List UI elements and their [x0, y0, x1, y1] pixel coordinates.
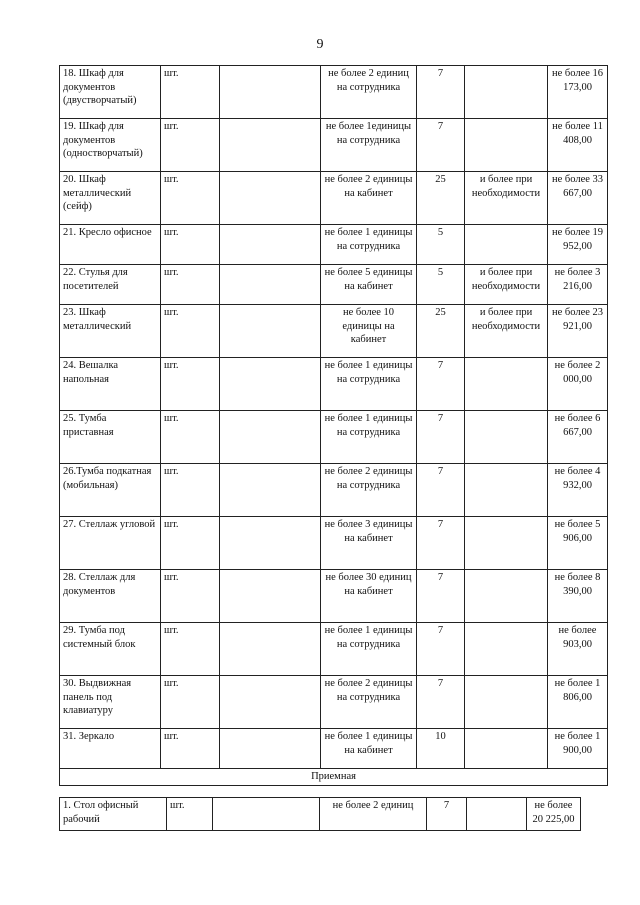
item-unit: шт. — [161, 411, 220, 464]
item-blank — [220, 66, 321, 119]
reception-table — [59, 797, 581, 831]
item-blank — [220, 464, 321, 517]
item-qty: 7 — [417, 411, 465, 464]
item-norm: не более 1 единицы на сотрудника — [321, 358, 417, 411]
item-name: 31. Зеркало — [60, 729, 161, 769]
item-name: 24. Вешалка напольная — [60, 358, 161, 411]
item-unit: шт. — [161, 729, 220, 769]
item-qty: 7 — [417, 623, 465, 676]
item-price: не более 3 216,00 — [548, 265, 608, 305]
item-price: не более 1 900,00 — [548, 729, 608, 769]
item-blank — [220, 517, 321, 570]
item-name: 21. Кресло офисное — [60, 225, 161, 265]
item-price: не более 6 667,00 — [548, 411, 608, 464]
item-unit: шт. — [161, 676, 220, 729]
item-unit: шт. — [161, 517, 220, 570]
item-unit: шт. — [161, 66, 220, 119]
item-name: 20. Шкаф металлический (сейф) — [60, 172, 161, 225]
item-note — [465, 66, 548, 119]
item-qty: 7 — [417, 676, 465, 729]
item-name: 18. Шкаф для документов (двустворчатый) — [60, 66, 161, 119]
item-norm: не более 2 единицы на сотрудника — [321, 464, 417, 517]
item-norm: не более 2 единиц на сотрудника — [321, 66, 417, 119]
item-note: и более при необходимости — [465, 172, 548, 225]
item-blank — [220, 411, 321, 464]
table-row — [60, 265, 608, 305]
item-note — [465, 411, 548, 464]
table-row — [60, 305, 608, 358]
item-price: не более 1 806,00 — [548, 676, 608, 729]
item-note: и более при необходимости — [465, 265, 548, 305]
item-qty: 7 — [417, 66, 465, 119]
item-unit: шт. — [161, 464, 220, 517]
item-name: 19. Шкаф для документов (одностворчатый) — [60, 119, 161, 172]
item-note — [465, 623, 548, 676]
item-qty: 5 — [417, 225, 465, 265]
item-qty: 25 — [417, 172, 465, 225]
table-row — [60, 676, 608, 729]
item-note — [465, 517, 548, 570]
item-price: не более 33 667,00 — [548, 172, 608, 225]
item-unit: шт. — [161, 225, 220, 265]
table-row — [60, 225, 608, 265]
table-row — [60, 172, 608, 225]
item-price: не более 903,00 — [548, 623, 608, 676]
item-blank — [220, 305, 321, 358]
table-row — [60, 517, 608, 570]
item-qty: 25 — [417, 305, 465, 358]
item-norm: не более 3 единицы на кабинет — [321, 517, 417, 570]
item-blank — [220, 358, 321, 411]
item-name: 27. Стеллаж угловой — [60, 517, 161, 570]
item-qty: 7 — [417, 517, 465, 570]
item-norm: не более 1 единицы на сотрудника — [321, 225, 417, 265]
page-number: 9 — [316, 37, 324, 52]
item-name: 26.Тумба подкатная (мобильная) — [60, 464, 161, 517]
item-norm: не более 1 единицы на кабинет — [321, 729, 417, 769]
item-norm: не более 1 единицы на сотрудника — [321, 623, 417, 676]
item-qty: 7 — [417, 570, 465, 623]
item-qty: 7 — [417, 358, 465, 411]
item-norm: не более 2 единицы на сотрудника — [321, 676, 417, 729]
item-norm: не более 5 единицы на кабинет — [321, 265, 417, 305]
item-qty: 10 — [417, 729, 465, 769]
item-unit: шт. — [167, 798, 213, 831]
furniture-table — [59, 65, 608, 786]
item-price: не более 20 225,00 — [527, 798, 581, 831]
item-name: 23. Шкаф металлический — [60, 305, 161, 358]
item-unit: шт. — [161, 305, 220, 358]
item-price: не более 19 952,00 — [548, 225, 608, 265]
item-blank — [220, 729, 321, 769]
item-blank — [213, 798, 320, 831]
item-qty: 7 — [417, 119, 465, 172]
item-note — [465, 225, 548, 265]
table-row — [60, 464, 608, 517]
item-unit: шт. — [161, 358, 220, 411]
item-unit: шт. — [161, 623, 220, 676]
item-note — [467, 798, 527, 831]
item-name: 29. Тумба под системный блок — [60, 623, 161, 676]
item-unit: шт. — [161, 570, 220, 623]
item-norm: не более 10 единицы на кабинет — [321, 305, 417, 358]
item-norm: не более 1единицы на сотрудника — [321, 119, 417, 172]
item-price: не более 4 932,00 — [548, 464, 608, 517]
table-row — [60, 66, 608, 119]
item-price: не более 5 906,00 — [548, 517, 608, 570]
table-row — [60, 623, 608, 676]
item-blank — [220, 119, 321, 172]
item-name: 22. Стулья для посетителей — [60, 265, 161, 305]
item-qty: 7 — [417, 464, 465, 517]
section-title: Приемная — [60, 769, 608, 786]
item-qty: 7 — [427, 798, 467, 831]
table-row — [60, 729, 608, 769]
item-name: 1. Стол офисный рабочий — [60, 798, 167, 831]
item-unit: шт. — [161, 265, 220, 305]
item-blank — [220, 623, 321, 676]
table-row — [60, 798, 581, 831]
item-norm: не более 1 единицы на сотрудника — [321, 411, 417, 464]
item-note — [465, 464, 548, 517]
item-blank — [220, 570, 321, 623]
item-price: не более 23 921,00 — [548, 305, 608, 358]
item-note — [465, 358, 548, 411]
item-unit: шт. — [161, 172, 220, 225]
item-note — [465, 119, 548, 172]
item-norm: не более 2 единиц — [320, 798, 427, 831]
item-note — [465, 570, 548, 623]
item-name: 25. Тумба приставная — [60, 411, 161, 464]
table-row — [60, 119, 608, 172]
item-blank — [220, 172, 321, 225]
item-note: и более при необходимости — [465, 305, 548, 358]
table-row — [60, 411, 608, 464]
item-name: 28. Стеллаж для документов — [60, 570, 161, 623]
item-note — [465, 676, 548, 729]
item-norm: не более 2 единицы на кабинет — [321, 172, 417, 225]
item-blank — [220, 676, 321, 729]
item-price: не более 11 408,00 — [548, 119, 608, 172]
item-norm: не более 30 единиц на кабинет — [321, 570, 417, 623]
item-qty: 5 — [417, 265, 465, 305]
item-note — [465, 729, 548, 769]
table-row — [60, 570, 608, 623]
table-row — [60, 358, 608, 411]
item-price: не более 2 000,00 — [548, 358, 608, 411]
item-price: не более 16 173,00 — [548, 66, 608, 119]
item-blank — [220, 265, 321, 305]
item-unit: шт. — [161, 119, 220, 172]
item-price: не более 8 390,00 — [548, 570, 608, 623]
item-name: 30. Выдвижная панель под клавиатуру — [60, 676, 161, 729]
section-row — [60, 769, 608, 786]
item-blank — [220, 225, 321, 265]
